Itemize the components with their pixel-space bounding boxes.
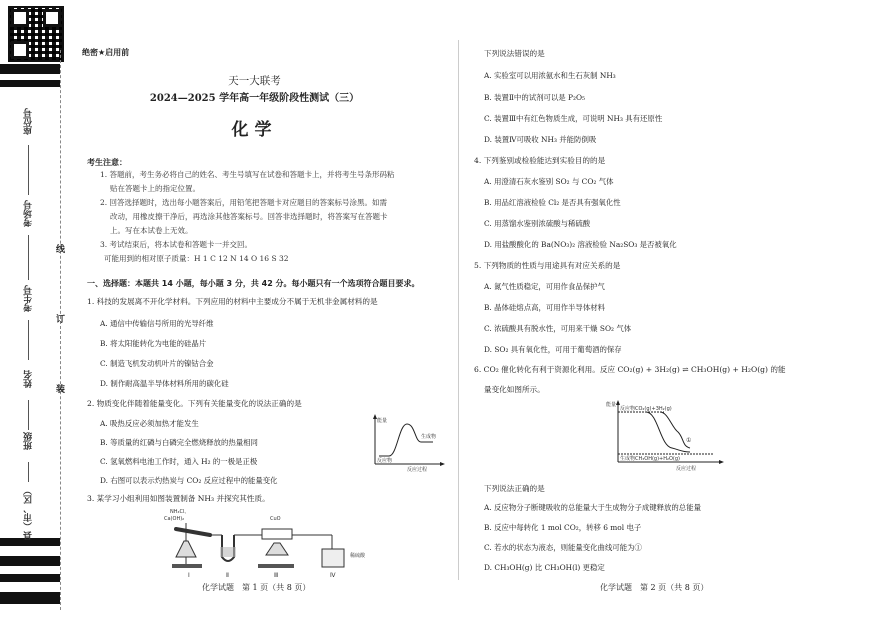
- binding-strip: [0, 0, 48, 630]
- binding-char-line: 线: [56, 245, 66, 255]
- q6-figure-product: 生成物CH₃OH(g)+H₂O(g): [620, 456, 680, 462]
- q3-option-b: B. 装置Ⅱ中的试剂可以是 P₂O₅: [484, 93, 585, 102]
- q3-reagent-caoh2: Ca(OH)₂: [164, 516, 185, 522]
- q4-option-c: C. 用蒸馏水鉴别浓硫酸与稀硫酸: [484, 219, 591, 228]
- atomic-masses: 可能用到的相对原子质量：H 1 C 12 N 14 O 16 S 32: [104, 254, 289, 263]
- q6-option-c: C. 若水的状态为液态，则能量变化曲线可能为①: [484, 543, 642, 552]
- q3-label-3: Ⅲ: [274, 572, 279, 579]
- q4-option-a: A. 用澄清石灰水鉴别 SO₂ 与 CO₂ 气体: [484, 177, 614, 186]
- q3-reagent-h2so4: 稀硫酸: [350, 553, 366, 559]
- field-examinee-no: 考生号: [24, 285, 34, 312]
- q4-option-b: B. 用品红溶液检验 Cl₂ 是否具有强氧化性: [484, 198, 621, 207]
- question-4-stem: 4. 下列鉴别或检验能达到实验目的的是: [474, 156, 606, 165]
- q6-figure-xlabel: 反应过程: [676, 466, 697, 472]
- field-class: 班级: [24, 432, 34, 450]
- q6-figure-reactant: 反应物CO₂(g)+3H₂(g): [620, 406, 672, 412]
- q2-figure-product: 生成物: [421, 434, 437, 440]
- qr-code-icon: [8, 6, 64, 62]
- section-heading: 一、选择题：本题共 14 小题，每小题 3 分，共 42 分。每小题只有一个选项符合题目要求。: [87, 279, 420, 288]
- exam-name: 天一大联考: [228, 75, 281, 87]
- q5-option-c: C. 浓硫酸具有脱水性，可用来干燥 SO₂ 气体: [484, 324, 632, 333]
- field-county: 县（市、区）: [24, 486, 34, 540]
- question-3-stem: 3. 某学习小组利用如图装置制备 NH₃ 并探究其性质。: [87, 494, 270, 503]
- question-5-stem: 5. 下列物质的性质与用途具有对应关系的是: [474, 261, 621, 270]
- q4-option-d: D. 用盐酸酸化的 Ba(NO₃)₂ 溶液检验 Na₂SO₃ 是否被氧化: [484, 240, 677, 249]
- notice-item: 3. 考试结束后，将本试卷和答题卡一并交回。: [100, 240, 253, 249]
- barcode-stripe: [0, 64, 60, 74]
- q3-label-1: Ⅰ: [188, 572, 190, 579]
- question-6-stem: 6. CO₂ 催化转化有利于资源化利用。反应 CO₂(g) + 3H₂(g) ⇌ CH₃OH(g) + H₂O(g) 的能: [474, 365, 786, 374]
- binding-char-mount: 装: [56, 385, 66, 395]
- q6-option-d: D. CH₃OH(g) 比 CH₃OH(l) 更稳定: [484, 563, 605, 572]
- q1-option-a: A. 通信中传输信号所用的光导纤维: [100, 319, 214, 328]
- q6-option-b: B. 反应中每转化 1 mol CO₂，转移 6 mol 电子: [484, 523, 642, 532]
- q3-label-2: Ⅱ: [226, 572, 229, 579]
- q2-energy-diagram: [367, 412, 447, 472]
- q2-option-b: B. 等质量的红磷与白磷完全燃烧释放的热量相同: [100, 438, 258, 447]
- question-1-stem: 1. 科技的发展离不开化学材料。下列应用的材料中主要成分不属于无机非金属材料的是: [87, 297, 378, 306]
- q5-option-d: D. SO₂ 具有氧化性，可用于葡萄酒的保存: [484, 345, 622, 354]
- q6-energy-diagram: [606, 398, 730, 472]
- q6-figure-ylabel: 能量: [606, 402, 617, 408]
- q2-figure-ylabel: 能量: [377, 418, 388, 424]
- q3-option-a: A. 实验室可以用浓氨水和生石灰制 NH₃: [484, 71, 616, 80]
- q1-option-d: D. 制作耐高温半导体材料所用的碳化硅: [100, 379, 229, 388]
- barcode-stripe: [0, 592, 60, 604]
- question-6-stem-cont: 量变化如图所示。: [484, 385, 545, 394]
- q2-figure-xlabel: 反应过程: [407, 467, 428, 473]
- binding-char-order: 订: [56, 315, 66, 325]
- q2-option-a: A. 吸热反应必须加热才能发生: [100, 419, 199, 428]
- page-divider: [458, 40, 459, 580]
- notice-item: 改动，用橡皮擦干净后，再选涂其他答案标号。回答非选择题时，将答案写在答题卡: [110, 212, 388, 221]
- binding-dashed-line: [60, 50, 61, 610]
- q5-option-b: B. 晶体硅熔点高，可用作半导体材料: [484, 303, 605, 312]
- q6-option-a: A. 反应物分子断键吸收的总能量大于生成物分子成键释放的总能量: [484, 503, 701, 512]
- barcode-stripe: [0, 574, 60, 582]
- q3-label-4: Ⅳ: [330, 572, 336, 579]
- footer-page-2: 化学试题 第 2 页（共 8 页）: [600, 583, 709, 592]
- secret-mark: 绝密★启用前: [82, 48, 130, 57]
- q3-cont-stem: 下列说法错误的是: [484, 49, 545, 58]
- barcode-stripe: [0, 80, 60, 87]
- notice-item: 1. 答题前，考生务必将自己的姓名、考生号填写在试卷和答题卡上，并将考生号条形码粘: [100, 170, 395, 179]
- q2-option-d: D. 右图可以表示灼热炭与 CO₂ 反应过程中的能量变化: [100, 476, 278, 485]
- q1-option-c: C. 制造飞机发动机叶片的镍钴合金: [100, 359, 214, 368]
- q3-reagent-cuo: CuO: [270, 516, 281, 522]
- barcode-stripe: [0, 556, 60, 566]
- q2-option-c: C. 氢氧燃料电池工作时，通入 H₂ 的一极是正极: [100, 457, 258, 466]
- q6-curve-label: ①: [686, 437, 692, 444]
- q1-option-b: B. 将太阳能转化为电能的硅晶片: [100, 339, 207, 348]
- q3-reagent-nh4cl: NH₄Cl、: [170, 509, 190, 515]
- q5-option-a: A. 氮气性质稳定，可用作食品保护气: [484, 282, 605, 291]
- field-room: 考场号: [24, 200, 34, 227]
- q6-question: 下列说法正确的是: [484, 484, 545, 493]
- field-seat: 座位号: [24, 108, 34, 135]
- notice-item: 2. 回答选择题时，选出每小题答案后，用铅笔把答题卡对应题目的答案标号涂黑。如需: [100, 198, 388, 207]
- field-name: 姓名: [24, 370, 34, 388]
- question-2-stem: 2. 物质变化伴随着能量变化。下列有关能量变化的说法正确的是: [87, 399, 302, 408]
- exam-title: 2024—2025 学年高一年级阶段性测试（三）: [149, 93, 360, 104]
- notice-item: 贴在答题卡上的指定位置。: [110, 184, 200, 193]
- q2-figure-reactant: 反应物: [377, 458, 393, 464]
- q3-option-d: D. 装置Ⅳ可吸收 NH₃ 并能防倒吸: [484, 135, 597, 144]
- subject-title: 化学: [231, 120, 278, 140]
- q3-option-c: C. 装置Ⅲ中有红色物质生成，可说明 NH₃ 具有还原性: [484, 114, 663, 123]
- footer-page-1: 化学试题 第 1 页（共 8 页）: [202, 583, 311, 592]
- notice-item: 上。写在本试卷上无效。: [110, 226, 193, 235]
- notice-heading: 考生注意：: [87, 158, 127, 167]
- q3-apparatus-diagram: [162, 507, 422, 579]
